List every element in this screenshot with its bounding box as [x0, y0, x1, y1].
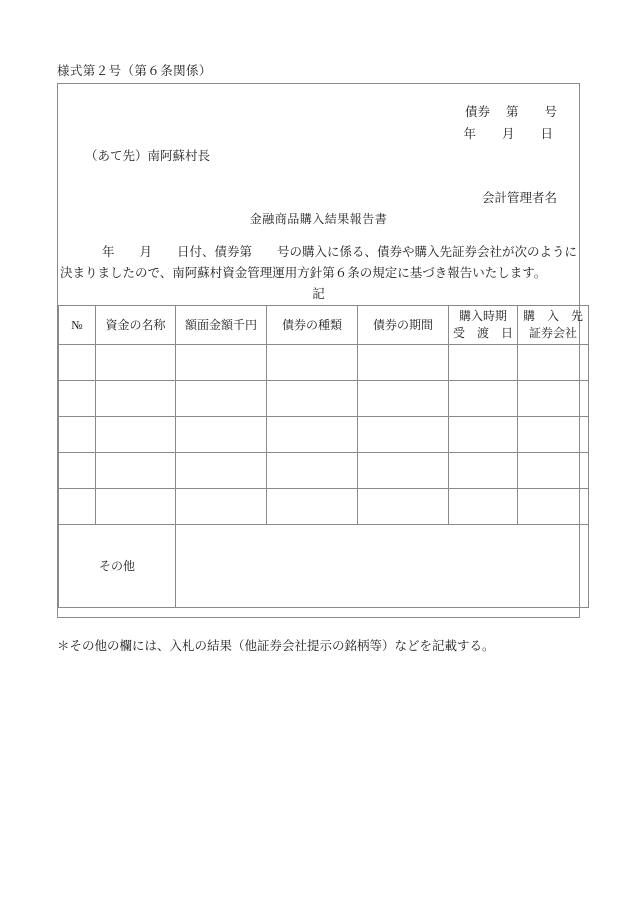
table-row: [59, 489, 589, 525]
cell-face-amount[interactable]: [176, 489, 267, 525]
cell-face-amount[interactable]: [176, 417, 267, 453]
form-number: 様式第２号（第６条関係）: [57, 64, 212, 78]
date-line: [463, 124, 553, 142]
cell-no[interactable]: [59, 381, 96, 417]
bond-dai: 第: [505, 105, 519, 119]
cell-purchase-timing[interactable]: [449, 417, 518, 453]
cell-bond-type[interactable]: [267, 381, 358, 417]
cell-fund-name[interactable]: [96, 453, 176, 489]
table-row: [59, 345, 589, 381]
date-month: 月: [501, 127, 515, 141]
column-header-face-amount: 額面金額千円: [176, 306, 267, 345]
date-day: 日: [540, 127, 553, 141]
column-header-no: №: [59, 306, 96, 345]
cell-fund-name[interactable]: [96, 417, 176, 453]
document-frame: [57, 83, 583, 618]
cell-bond-period[interactable]: [358, 417, 449, 453]
bond-gou: 号: [544, 105, 557, 119]
cell-purchase-timing[interactable]: [449, 345, 518, 381]
cell-bond-type[interactable]: [267, 453, 358, 489]
column-header-bond-period: 債券の期間: [358, 306, 449, 345]
cell-securities-firm[interactable]: [518, 453, 589, 489]
other-value-cell[interactable]: [176, 525, 589, 608]
cell-securities-firm[interactable]: [518, 381, 589, 417]
cell-face-amount[interactable]: [176, 381, 267, 417]
cell-purchase-timing[interactable]: [449, 453, 518, 489]
column-header-purchase-timing-line2: 受 渡 日: [452, 326, 513, 340]
cell-bond-type[interactable]: [267, 489, 358, 525]
date-year: 年: [463, 127, 476, 141]
column-header-securities-firm: [518, 306, 589, 345]
column-header-securities-firm-line2: 証券会社: [528, 326, 577, 340]
column-header-purchase-timing-line1: 購入時期: [458, 309, 507, 323]
cell-bond-period[interactable]: [358, 345, 449, 381]
signer-title: 会計管理者名: [481, 191, 557, 205]
table-row: [59, 453, 589, 489]
cell-face-amount[interactable]: [176, 345, 267, 381]
cell-no[interactable]: [59, 417, 96, 453]
table-body: [59, 345, 589, 608]
cell-securities-firm[interactable]: [518, 345, 589, 381]
column-header-purchase-timing: [449, 306, 518, 345]
cell-bond-period[interactable]: [358, 489, 449, 525]
cell-no[interactable]: [59, 489, 96, 525]
cell-purchase-timing[interactable]: [449, 489, 518, 525]
cell-no[interactable]: [59, 453, 96, 489]
footnote: ＊その他の欄には、入札の結果（他証券会社提示の銘柄等）などを記載する。: [57, 639, 495, 653]
document-title: 金融商品購入結果報告書: [249, 212, 388, 226]
other-label: その他: [59, 525, 176, 608]
cell-fund-name[interactable]: [96, 345, 176, 381]
bond-label: 債券: [464, 105, 490, 119]
table-header: [59, 306, 589, 345]
column-header-securities-firm-line1: 購 入 先: [522, 309, 583, 323]
body-line-2: 決まりましたので、南阿蘇村資金管理運用方針第６条の規定に基づき報告いたします。: [60, 266, 547, 280]
body-paragraph: [60, 242, 578, 284]
cell-bond-type[interactable]: [267, 417, 358, 453]
table-row-other: [59, 525, 589, 608]
cell-no[interactable]: [59, 345, 96, 381]
body-line-1: 年 月 日付、債券第 号の購入に係る、債券や購入先証券会社が次のように: [102, 245, 578, 259]
table-header-row: [59, 306, 589, 345]
cell-face-amount[interactable]: [176, 453, 267, 489]
cell-fund-name[interactable]: [96, 489, 176, 525]
cell-securities-firm[interactable]: [518, 489, 589, 525]
addressee: （あて先）南阿蘇村長: [85, 149, 211, 163]
report-table: [58, 305, 589, 608]
column-header-bond-type: 債券の種類: [267, 306, 358, 345]
cell-fund-name[interactable]: [96, 381, 176, 417]
cell-purchase-timing[interactable]: [449, 381, 518, 417]
cell-bond-period[interactable]: [358, 453, 449, 489]
table-row: [59, 417, 589, 453]
bond-number-line: [465, 102, 557, 120]
cell-bond-period[interactable]: [358, 381, 449, 417]
document-frame-inner: [58, 84, 583, 617]
column-header-fund-name: 資金の名称: [96, 306, 176, 345]
cell-bond-type[interactable]: [267, 345, 358, 381]
ki-mark: 記: [312, 287, 325, 301]
cell-securities-firm[interactable]: [518, 417, 589, 453]
table-row: [59, 381, 589, 417]
